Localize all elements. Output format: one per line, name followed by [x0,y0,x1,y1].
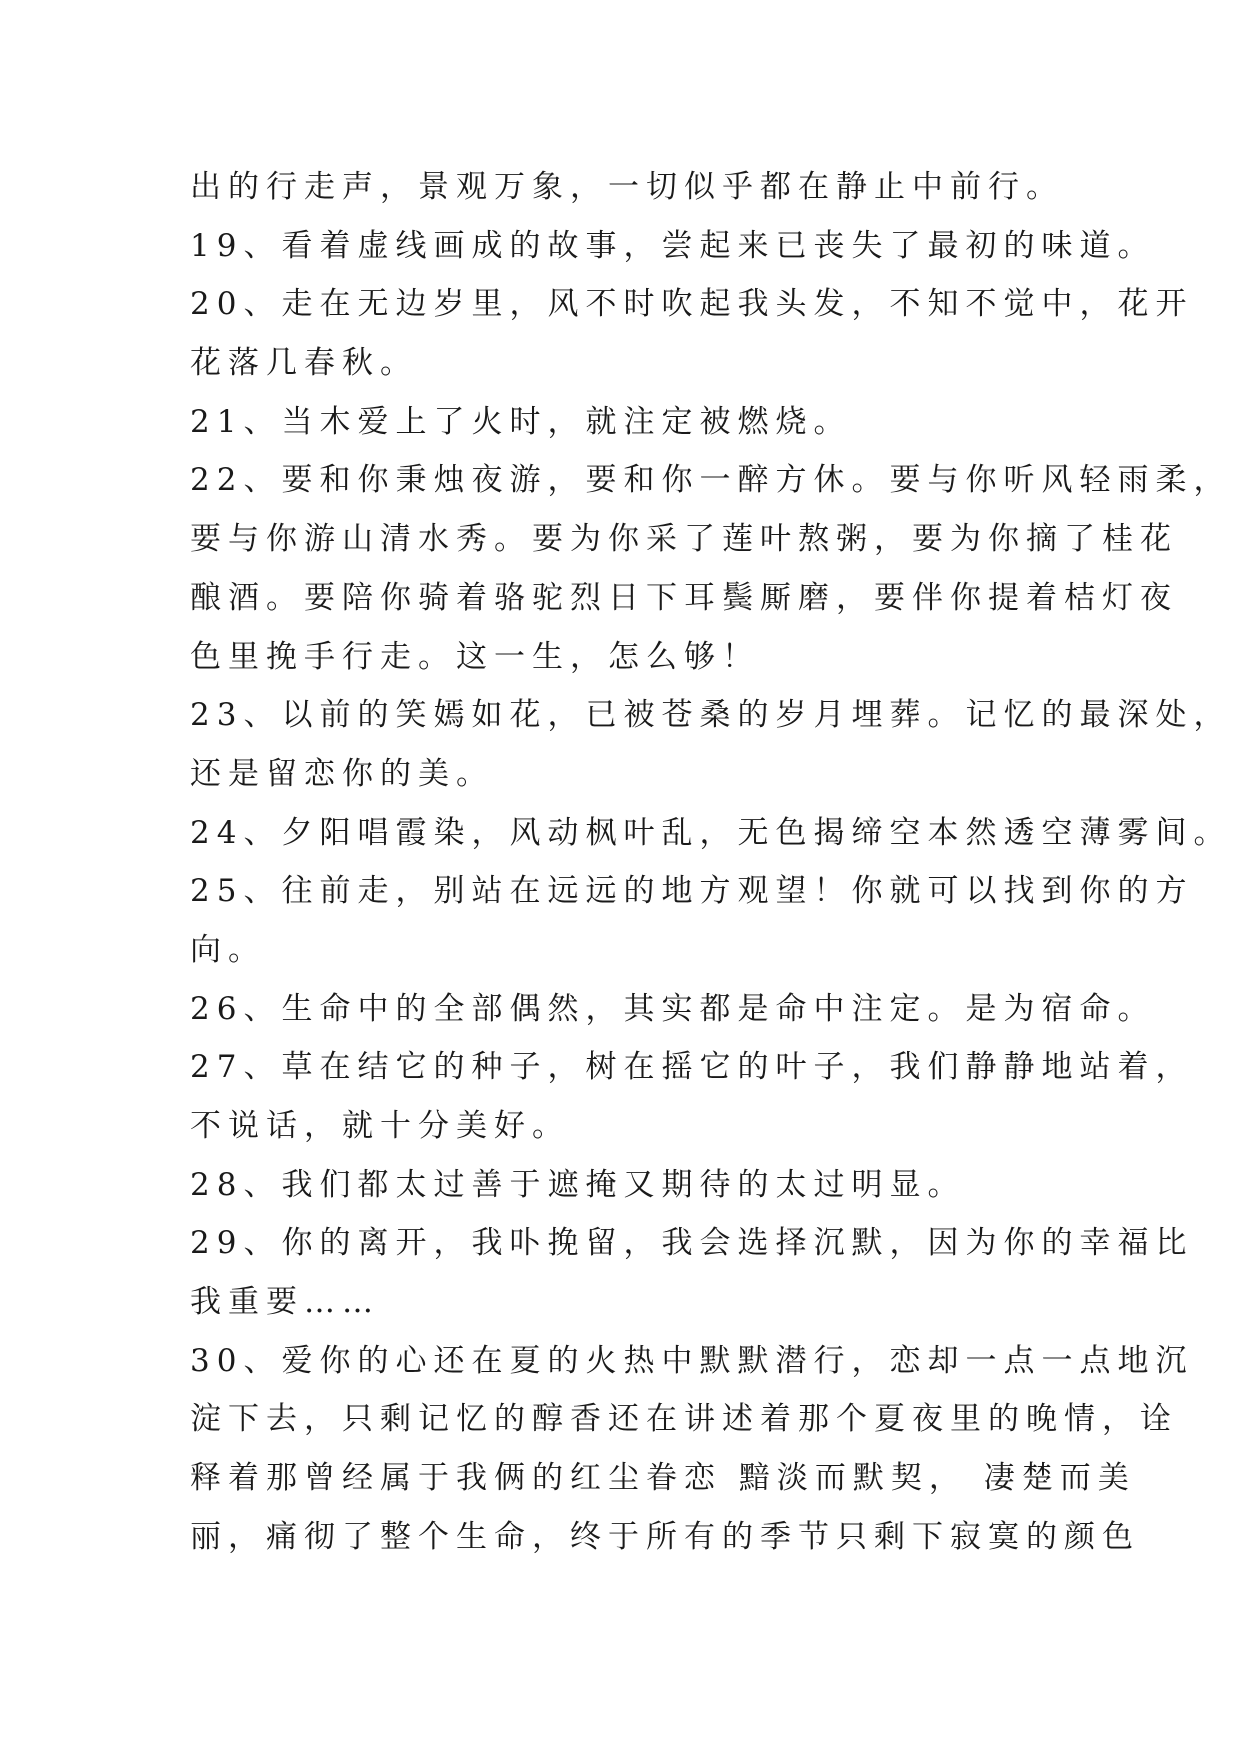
text-line: 向。 [190,931,266,968]
text-line: 27、草在结它的种子，树在摇它的叶子，我们静静地站着， [190,1049,1194,1086]
text-line: 29、你的离开，我卟挽留，我会选择沉默，因为你的幸福比 [190,1225,1194,1262]
text-line: 21、当木爱上了火时，就注定被燃烧。 [190,403,852,440]
text-line: 30、爱你的心还在夏的火热中默默潜行，恋却一点一点地沉 [190,1342,1194,1379]
text-line: 26、生命中的全部偶然，其实都是命中注定。是为宿命。 [190,990,1156,1027]
text-line: 释着那曾经属于我俩的红尘眷恋 黯淡而默契， 凄楚而美 [190,1460,1136,1497]
text-line: 23、以前的笑嫣如花，已被苍桑的岁月埋葬。记忆的最深处， [190,697,1232,734]
text-line: 酿酒。要陪你骑着骆驼烈日下耳鬓厮磨，要伴你提着桔灯夜 [190,579,1178,616]
text-line: 24、夕阳唱霞染，风动枫叶乱，无色揭缔空本然透空薄雾间。 [190,814,1232,851]
text-line: 要与你游山清水秀。要为你采了莲叶熬粥，要为你摘了桂花 [190,521,1178,558]
text-line: 色里挽手行走。这一生，怎么够！ [190,638,760,675]
text-line: 25、往前走，别站在远远的地方观望！你就可以找到你的方 [190,873,1194,910]
text-line: 淀下去，只剩记忆的醇香还在讲述着那个夏夜里的晚情，诠 [190,1401,1178,1438]
text-line: 丽，痛彻了整个生命，终于所有的季节只剩下寂寞的颜色 [190,1518,1140,1555]
text-line: 出的行走声，景观万象，一切似乎都在静止中前行。 [190,169,1064,205]
body-text [190,158,1232,1567]
text-line: 20、走在无边岁里，风不时吹起我头发，不知不觉中，花开 [190,286,1194,323]
text-line: 22、要和你秉烛夜游，要和你一醉方休。要与你听风轻雨柔， [190,462,1232,499]
text-line: 我重要…… [190,1284,380,1321]
text-line: 花落几春秋。 [190,345,418,382]
text-line: 28、我们都太过善于遮掩又期待的太过明显。 [190,1166,966,1203]
text-line: 19、看着虚线画成的故事，尝起来已丧失了最初的味道。 [190,227,1156,264]
text-line: 还是留恋你的美。 [190,755,494,792]
text-line: 不说话，就十分美好。 [190,1108,570,1144]
